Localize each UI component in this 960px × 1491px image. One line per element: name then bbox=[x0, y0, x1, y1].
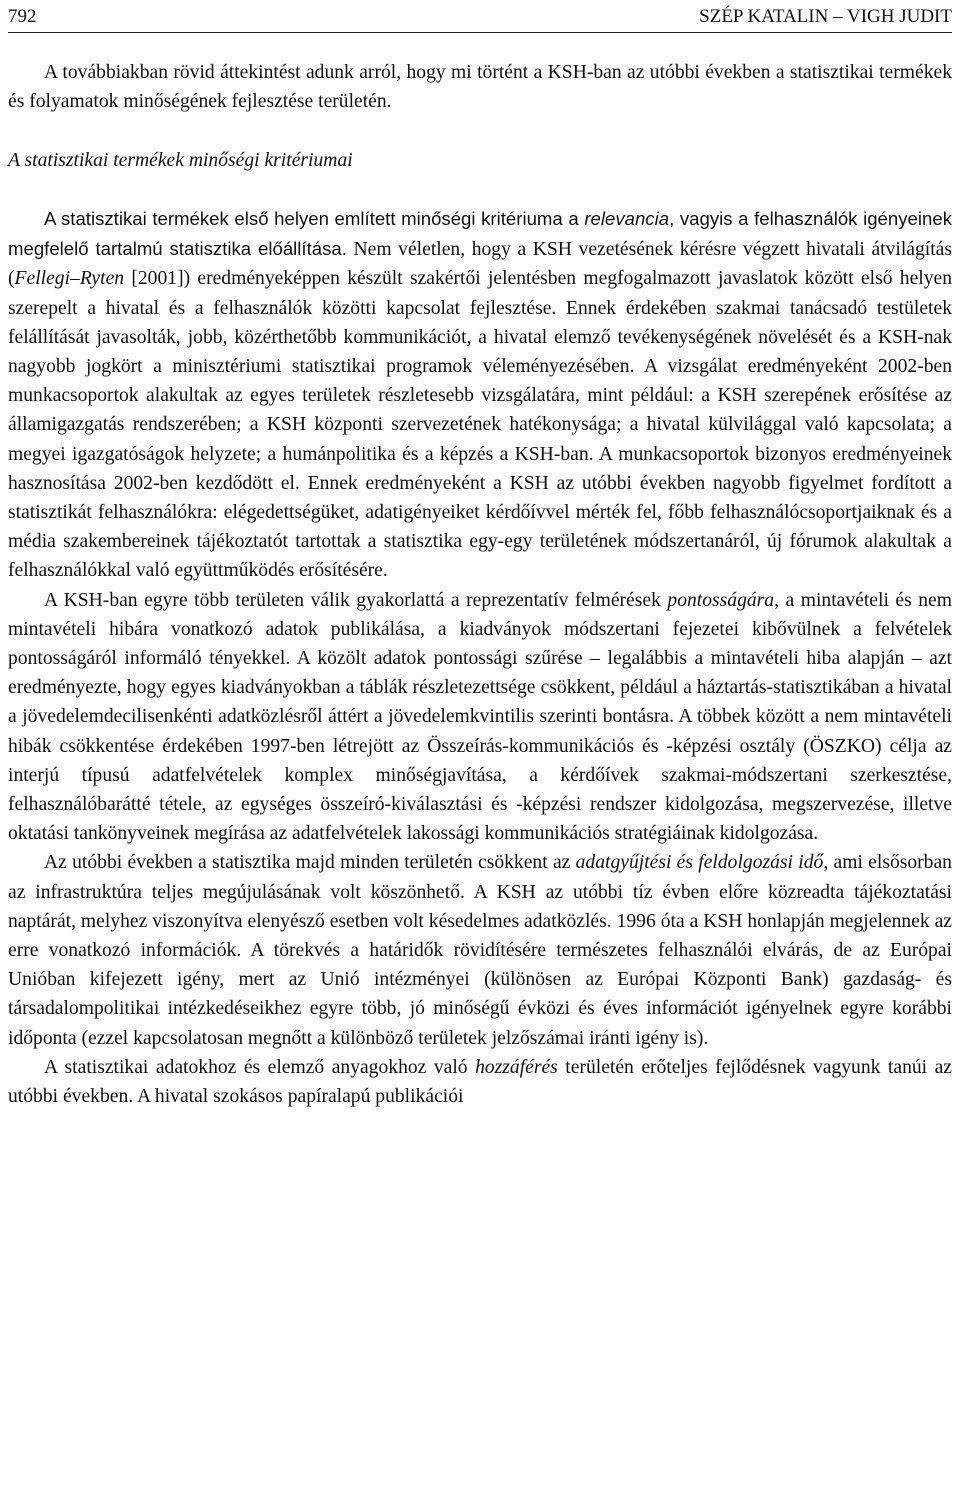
paragraph-access bbox=[8, 1053, 952, 1111]
citation-authors: Fellegi–Ryten bbox=[14, 268, 125, 290]
paragraph-relevance bbox=[8, 204, 952, 586]
page-number: 792 bbox=[8, 6, 37, 27]
access-term: hozzáférés bbox=[475, 1056, 558, 1078]
paragraph-access-text-b: területén erőteljes fejlődésnek vagyunk tanúi az utóbbi években. A hivatal szokásos papíralapú publikációi bbox=[8, 1056, 952, 1108]
paragraph-access-text-a: A statisztikai adatokhoz és elemző anyagokhoz való bbox=[44, 1056, 476, 1078]
relevance-term: relevancia bbox=[584, 207, 670, 229]
paragraph-timeliness bbox=[8, 848, 952, 1052]
paragraph-relevance-sentence-1b: , vagyis a felhasználók igényeinek megfelelő tartalmú statisztika előállítása. bbox=[8, 207, 952, 260]
paragraph-accuracy-text-b: , a mintavételi és nem mintavételi hibára vonatkozó adatok publikálása, a kiadványok módszertani fejezetei kibővülnek a felvételek pontosságáról informáló tényekkel. A közölt adatok pontossági szűrése – legalábbis a mintavételi hiba alapján – azt eredményezte, hogy egyes kiadványokban a táblák részletezettsége csökkent, például a háztartás-statisztikában a hivatal a jövedelemdecilisenkénti adatközlésről áttért a jövedelemkvintilis szerinti bontásra. A többek között a nem mintavételi hibák csökkentése érdekében 1997-ben létrejött az Összeírás-kommunikációs és -képzési osztály (ÖSZKO) célja az interjú típusú adatfelvételek komplex minőségjavítása, a kérdőívek szakmai-módszertani szerkesztése, felhasználóbarátté tétele, az egységes összeíró-kiválasztási és -képzési rendszer kidolgozása, megszervezése, illetve oktatási tankönyveinek megírása az adatfelvételek lakossági kommunikációs stratégiáinak kidolgozása. bbox=[8, 589, 952, 845]
timeliness-term: adatgyűjtési és feldolgozási idő bbox=[575, 852, 824, 874]
accuracy-term: pontosságára bbox=[667, 589, 775, 611]
running-title: SZÉP KATALIN – VIGH JUDIT bbox=[699, 6, 952, 27]
intro-paragraph: A továbbiakban rövid áttekintést adunk arról, hogy mi történt a KSH-ban az utóbbi években a statisztikai termékek és folyamatok minőségének fejlesztése területén. bbox=[8, 62, 952, 113]
paragraph-accuracy-text-a: A KSH-ban egyre több területen válik gyakorlattá a reprezentatív felmérések bbox=[44, 589, 668, 611]
section-heading: A statisztikai termékek minőségi kritériumai bbox=[8, 149, 353, 171]
paragraph-relevance-text-a: Nem véletlen, hogy a KSH vezetésének kérésre végzett hivatali átvilágítás ( bbox=[8, 239, 952, 290]
paragraph-relevance-text-b: [2001]) eredményeképpen készült szakértői jelentésben megfogalmazott javaslatok között első helyen szerepelt a hivatal és a felhasználók közötti kapcsolat fejlesztése. Ennek érdekében szakmai tanácsadó testületek felállítását javasolták, jobb, közérthetőbb kommunikációt, a hivatal elemző tevékenységének növelését és a KSH-nak nagyobb jogkört a minisztériumi statisztikai programok véleményezésében. A vizsgálat eredményeként 2002-ben munkacsoportok alakultak az egyes területek részletesebb vizsgálatára, mint például: a KSH szerepének erősítése az államigazgatás rendszerében; a KSH központi szervezetének hatékonysága; a hivatal külvilággal való kapcsolata; a megyei igazgatóságok helyzete; a humánpolitika és a képzés a KSH-ban. A munkacsoportok bizonyos eredményeinek hasznosítása 2002-ben kezdődött el. Ennek eredményeként a KSH az utóbbi években nagyobb figyelmet fordított a statisztikát felhasználókra: elégedettségüket, adatigényeiket kérdőívvel mérték fel, főbb felhasználócsoportjaiknak és a média szakembereinek tájékoztatót tartottak a statisztika egy-egy területének módszertanáról, új fórumok alakultak a felhasználókkal való együttműködés erősítésére. bbox=[8, 268, 952, 582]
body-text bbox=[8, 58, 952, 1111]
paragraph-relevance-sentence-1a: A statisztikai termékek első helyen említett minőségi kritériuma a bbox=[44, 207, 585, 229]
paragraph-accuracy bbox=[8, 586, 952, 849]
paragraph-timeliness-text-a: Az utóbbi években a statisztika majd minden területén csökkent az bbox=[44, 852, 576, 874]
running-header bbox=[8, 4, 952, 33]
paragraph-timeliness-text-b: , ami elsősorban az infrastruktúra teljes megújulásának volt köszönhető. A KSH az utóbbi tíz évben előre közreadta tájékoztatási naptárát, melyhez viszonyítva elenyésző esetben volt késedelmes adatközlés. 1996 óta a KSH honlapján megjelennek az erre vonatkozó információk. A törekvés a határidők rövidítésére természetes felhasználói elvárás, de az Európai Unióban kifejezett igény, mert az Unió intézményei (különösen az Európai Központi Bank) gazdaság- és társadalompolitikai intézkedéseikhez egyre több, jó minőségű évközi és éves információt igényelnek egyre korábbi időponta (ezzel kapcsolatosan megnőtt a különböző területek jelzőszámai iránti igény is). bbox=[8, 852, 952, 1049]
